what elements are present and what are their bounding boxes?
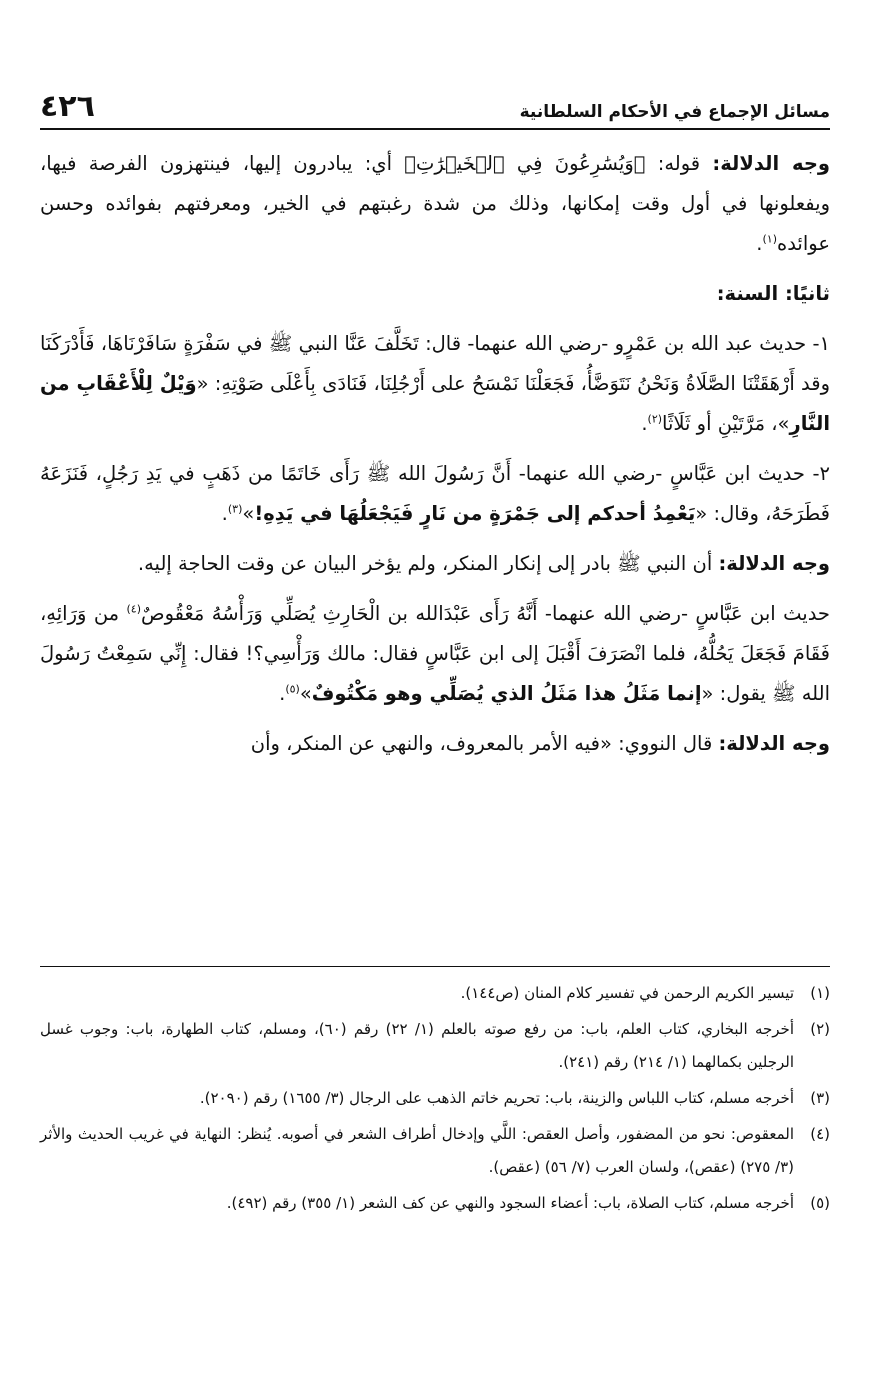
paragraph-text: أن النبي ﷺ بادر إلى إنكار المنكر، ولم يؤخر البيان عن وقت الحاجة إليه.	[137, 552, 713, 575]
paragraph-end: .	[756, 232, 763, 255]
paragraph-evidence-1	[40, 144, 830, 264]
hadith-after: »	[299, 682, 312, 705]
footnote-text: تيسير الكريم الرحمن في تفسير كلام المنان (ص١٤٤).	[460, 984, 794, 1002]
paragraph-end: .	[641, 412, 648, 435]
hadith-text: ٢- حديث ابن عَبَّاسٍ -رضي الله عنهما- أَنَّ رَسُولَ الله ﷺ رَأَى خَاتَمًا من ذَهَبٍ في يَدِ رَجُلٍ، فَنَزَعَهُ فَطَرَحَهُ، وقال: «	[40, 462, 830, 525]
evidence-label: وجه الدلالة:	[712, 152, 831, 175]
footnote-text: أخرجه البخاري، كتاب العلم، باب: من رفع صوته بالعلم (١/ ٢٢) رقم (٦٠)، ومسلم، كتاب الطهارة، باب: وجوب غسل الرجلين بكمالهما (١/ ٢١٤) رقم (٢٤١).	[40, 1020, 794, 1071]
hadith-3	[40, 594, 830, 714]
hadith-after: »	[242, 502, 255, 525]
paragraph-evidence-3	[40, 724, 830, 764]
footnote	[40, 977, 830, 1010]
paragraph-text: قال النووي: «فيه الأمر بالمعروف، والنهي عن المنكر، وأن	[250, 732, 713, 755]
page-header	[40, 70, 830, 130]
footnote-text: أخرجه مسلم، كتاب الصلاة، باب: أعضاء السجود والنهي عن كف الشعر (١/ ٣٥٥) رقم (٤٩٢).	[226, 1194, 794, 1212]
main-text	[40, 144, 830, 764]
footnote	[40, 1082, 830, 1115]
hadith-quote: إنما مَثَلُ هذا مَثَلُ الذي يُصَلِّي وهو مَكْتُوفٌ	[311, 682, 702, 705]
evidence-label: وجه الدلالة:	[718, 552, 830, 575]
hadith-quote: يَعْمِدُ أحدكم إلى جَمْرَةٍ من نَارٍ فَيَجْعَلُهَا في يَدِهِ!	[254, 502, 696, 525]
paragraph-text: قوله: ﴿وَيُسَٰرِعُونَ فِي ٱلۡخَيۡرَٰتِ﴾ أي: يبادرون إليها، فينتهزون الفرصة فيها، ويفعلونها في أول وقت إمكانها، وذلك من شدة رغبتهم في الخير، ومعرفتهم بفوائده وحسن عوائده	[40, 152, 830, 255]
footnote-ref: (٥)	[285, 682, 300, 696]
footnotes-section	[40, 966, 830, 1223]
footnote-number: (٥)	[810, 1194, 830, 1212]
footnote-ref: (١)	[762, 232, 777, 246]
hadith-after: »، مَرَّتَيْنِ أو ثَلَاثًا	[662, 412, 790, 435]
footnote-number: (٢)	[810, 1020, 830, 1038]
footnote-number: (١)	[810, 984, 830, 1002]
page-number: ٤٢٦	[40, 89, 95, 124]
footnote-text: المعقوص: نحو من المضفور، وأصل العقص: اللَّي وإدخال أطراف الشعر في أصوبه. يُنظر: النهاية في غريب الحديث والأثر (٣/ ٢٧٥) (عقص)، ولسان العرب (٧/ ٥٦) (عقص).	[40, 1125, 794, 1176]
footnote	[40, 1013, 830, 1079]
footnote-number: (٣)	[810, 1089, 830, 1107]
footnote-ref: (٣)	[227, 502, 243, 516]
running-title: مسائل الإجماع في الأحكام السلطانية	[519, 102, 830, 122]
hadith-text: ١- حديث عبد الله بن عَمْرٍو -رضي الله عنهما- قال: تَخَلَّفَ عَنَّا النبي ﷺ في سَفْرَةٍ سَافَرْنَاهَا، فَأَدْرَكَنَا وقد أَرْهَقَتْنَا الصَّلَاةُ وَنَحْنُ نَتَوَضَّأُ، فَجَعَلْنَا نَمْسَحُ على أَرْجُلِنَا، فَنَادَى بِأَعْلَى صَوْتِهِ: «	[40, 332, 830, 395]
footnote	[40, 1118, 830, 1184]
paragraph-end: .	[221, 502, 228, 525]
hadith-quote: وَيْلٌ لِلْأَعْقَابِ من النَّارِ	[40, 372, 830, 435]
hadith-text: حديث ابن عَبَّاسٍ -رضي الله عنهما- أَنَّهُ رَأَى عَبْدَالله بن الْحَارِثِ يُصَلِّي وَرَأْسُهُ مَعْقُوصٌ	[141, 602, 830, 625]
footnote-ref: (٢)	[647, 412, 663, 426]
paragraph-evidence-2	[40, 544, 830, 584]
hadith-1	[40, 324, 830, 444]
section-heading-sunnah: ثانيًا: السنة:	[716, 282, 830, 305]
paragraph-end: .	[279, 682, 286, 705]
footnote-ref: (٤)	[126, 602, 142, 616]
footnote-number: (٤)	[810, 1125, 830, 1143]
footnote-text: أخرجه مسلم، كتاب اللباس والزينة، باب: تحريم خاتم الذهب على الرجال (٣/ ١٦٥٥) رقم (٢٠٩٠).	[199, 1089, 794, 1107]
footnote	[40, 1187, 830, 1220]
hadith-text-cont: من وَرَائِهِ، فَقَامَ فَجَعَلَ يَحُلُّهُ، فلما انْصَرَفَ أَقْبَلَ إلى ابن عَبَّاسٍ فقال: مالك وَرَأْسِي؟! فقال: إِنِّي سَمِعْتُ رَسُولَ الله ﷺ يقول: «	[40, 602, 830, 705]
evidence-label: وجه الدلالة:	[718, 732, 830, 755]
book-page	[40, 70, 831, 1212]
hadith-2	[40, 454, 830, 534]
